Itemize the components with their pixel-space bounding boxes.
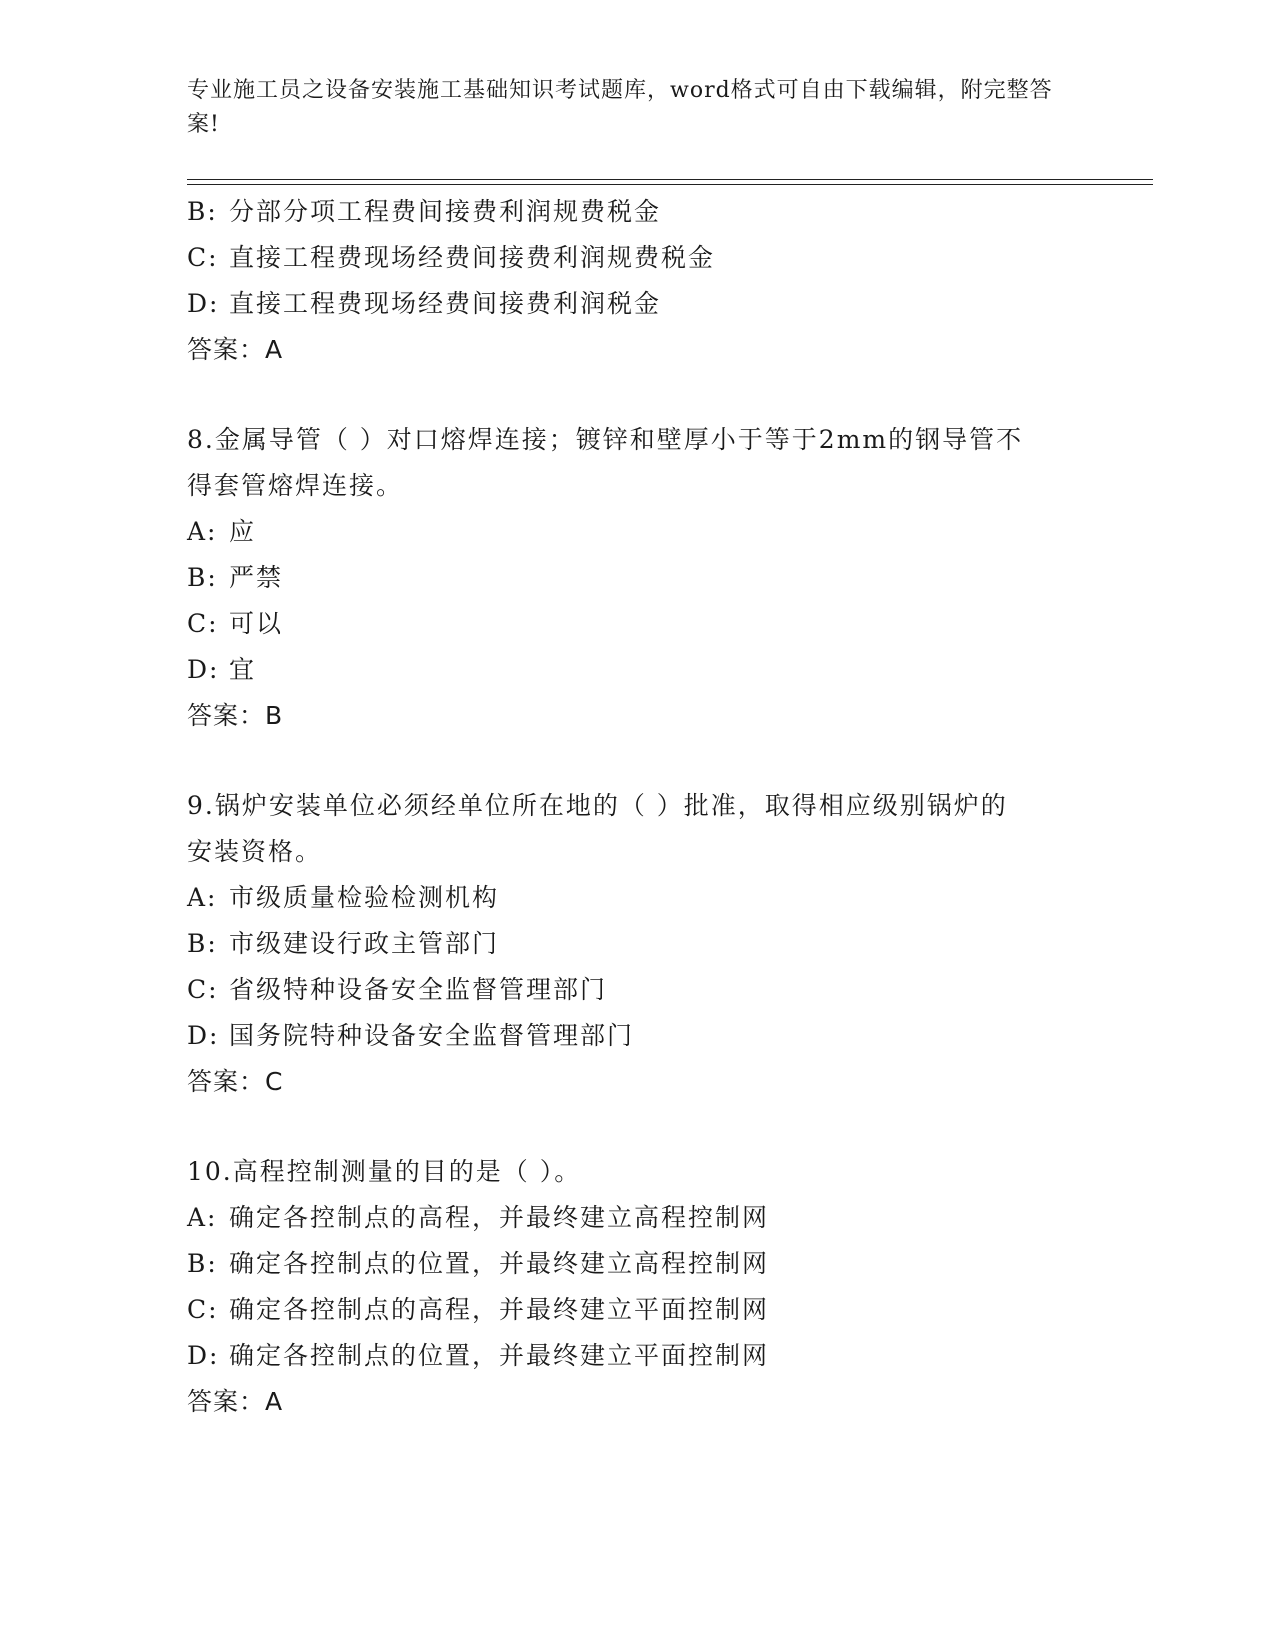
option-line	[187, 555, 1087, 601]
option-line	[187, 281, 1087, 327]
option-letter: B:	[187, 563, 218, 592]
option-line	[187, 1013, 1087, 1059]
option-line	[187, 875, 1087, 921]
option-text: 市级质量检验检测机构	[229, 883, 500, 912]
option-text: 直接工程费现场经费间接费利润规费税金	[229, 243, 716, 272]
option-line	[187, 509, 1087, 555]
option-text: 确定各控制点的位置，并最终建立平面控制网	[229, 1341, 770, 1370]
question-stem: 10.高程控制测量的目的是（ ）。	[187, 1157, 582, 1186]
option-line	[187, 1241, 1087, 1287]
question-stem: 得套管熔焊连接。	[187, 471, 404, 500]
option-line	[187, 601, 1087, 647]
option-letter: D:	[187, 1021, 220, 1050]
option-letter: A:	[187, 883, 218, 912]
option-line	[187, 235, 1087, 281]
option-line	[187, 967, 1087, 1013]
option-text: 确定各控制点的高程，并最终建立平面控制网	[229, 1295, 770, 1324]
option-text: 国务院特种设备安全监督管理部门	[229, 1021, 635, 1050]
option-letter: A:	[187, 1203, 218, 1232]
option-text: 应	[229, 517, 257, 546]
answer-line: 答案：C	[187, 1067, 284, 1096]
answer-line: 答案：A	[187, 335, 284, 364]
option-line	[187, 1287, 1087, 1333]
spacer	[187, 373, 1087, 417]
option-line	[187, 1333, 1087, 1379]
header-divider-bottom	[187, 184, 1153, 185]
option-text: 省级特种设备安全监督管理部门	[229, 975, 608, 1004]
option-letter: D:	[187, 655, 220, 684]
option-letter: D:	[187, 1341, 220, 1370]
option-text: 分部分项工程费间接费利润规费税金	[229, 197, 662, 226]
option-line	[187, 921, 1087, 967]
option-letter: B:	[187, 929, 218, 958]
option-line	[187, 647, 1087, 693]
option-text: 可以	[229, 609, 284, 638]
option-letter: C:	[187, 609, 219, 638]
option-letter: C:	[187, 1295, 219, 1324]
option-text: 市级建设行政主管部门	[229, 929, 500, 958]
option-text: 直接工程费现场经费间接费利润税金	[229, 289, 662, 318]
option-text: 宜	[229, 655, 257, 684]
answer-line: 答案：B	[187, 701, 284, 730]
option-letter: C:	[187, 975, 219, 1004]
option-letter: A:	[187, 517, 218, 546]
question-stem: 9.锅炉安装单位必须经单位所在地的（ ）批准，取得相应级别锅炉的	[187, 791, 1008, 820]
option-text: 确定各控制点的位置，并最终建立高程控制网	[229, 1249, 770, 1278]
question-stem: 8.金属导管（ ）对口熔焊连接；镀锌和壁厚小于等于2mm的钢导管不	[187, 425, 1024, 454]
header-divider-top	[187, 179, 1153, 180]
answer-line: 答案：A	[187, 1387, 284, 1416]
question-stem: 安装资格。	[187, 837, 323, 866]
option-line	[187, 1195, 1087, 1241]
option-letter: C:	[187, 243, 219, 272]
option-letter: B:	[187, 197, 218, 226]
option-text: 确定各控制点的高程，并最终建立高程控制网	[229, 1203, 770, 1232]
spacer	[187, 739, 1087, 783]
option-line	[187, 189, 1087, 235]
option-letter: D:	[187, 289, 220, 318]
question-content	[187, 189, 1087, 1425]
document-header: 专业施工员之设备安装施工基础知识考试题库，word格式可自由下载编辑，附完整答案!	[187, 78, 1053, 137]
option-text: 严禁	[229, 563, 284, 592]
spacer	[187, 1105, 1087, 1149]
option-letter: B:	[187, 1249, 218, 1278]
